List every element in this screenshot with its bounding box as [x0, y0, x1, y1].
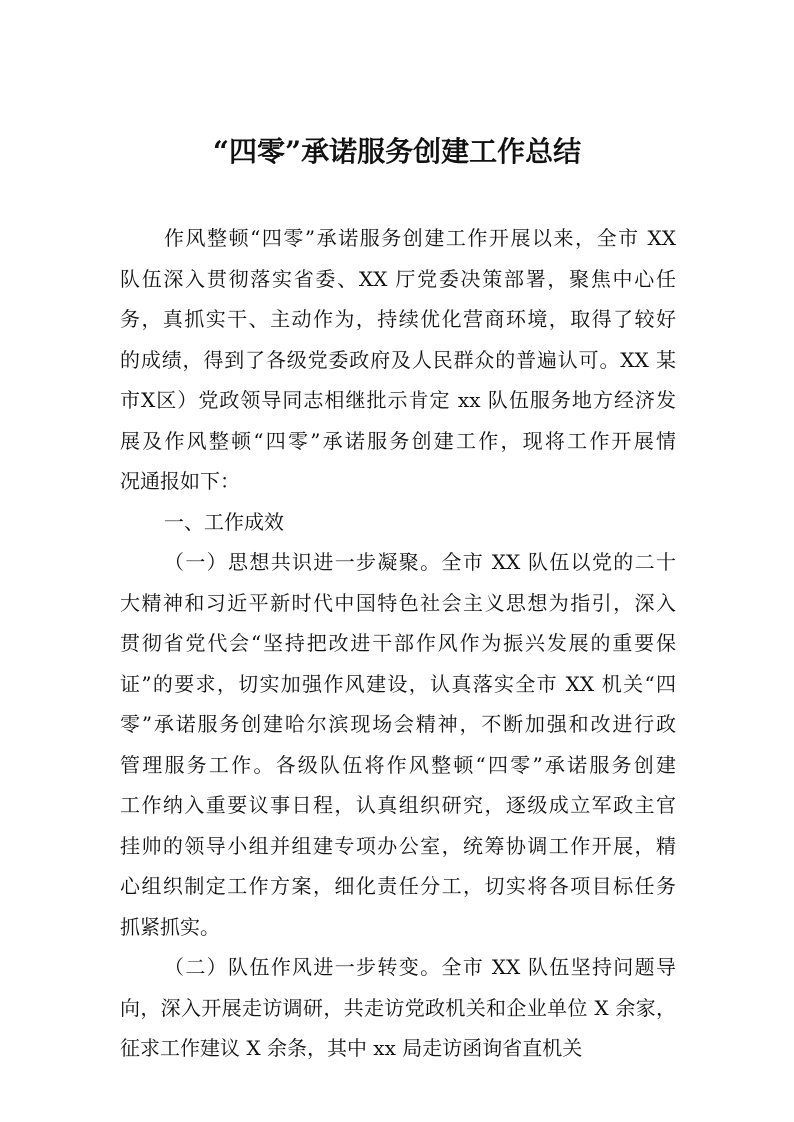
body-line: 工作纳入重要议事日程，认真组织研究，逐级成立军政主官	[120, 793, 676, 817]
body-line: 证”的要求，切实加强作风建设，认真落实全市 XX 机关“四	[120, 671, 676, 696]
body-line: 抓紧抓实。	[120, 914, 220, 939]
body-line: 市X区）党政领导同志相继批示肯定 xx 队伍服务地方经济发	[120, 388, 676, 412]
body-line: 管理服务工作。各级队伍将作风整顿“四零”承诺服务创建	[120, 752, 676, 777]
body-line: 作风整顿“四零”承诺服务创建工作开展以来，全市 XX	[164, 226, 676, 250]
body-line: 况通报如下：	[120, 469, 240, 493]
body-line: 挂帅的领导小组并组建专项办公室，统筹协调工作开展，精	[120, 833, 676, 858]
body-line: 零”承诺服务创建哈尔滨现场会精神，不断加强和改进行政	[120, 712, 676, 736]
body-line: 大精神和习近平新时代中国特色社会主义思想为指引，深入	[120, 590, 676, 615]
body-line: 贯彻省党代会“坚持把改进干部作风作为振兴发展的重要保	[120, 631, 676, 655]
section-heading: 一、工作成效	[164, 509, 284, 534]
body-line: 队伍深入贯彻落实省委、XX 厅党委决策部署，聚焦中心任	[120, 266, 676, 291]
body-line: （二）队伍作风进一步转变。全市 XX 队伍坚持问题导	[164, 955, 676, 979]
body-line: 向，深入开展走访调研，共走访党政机关和企业单位 X 余家，	[120, 995, 676, 1020]
body-line: 务，真抓实干、主动作为，持续优化营商环境，取得了较好	[120, 307, 676, 331]
body-line: 的成绩，得到了各级党委政府及人民群众的普遍认可。XX 某	[120, 347, 676, 372]
document-body	[120, 218, 676, 1069]
body-line: 展及作风整顿“四零”承诺服务创建工作，现将工作开展情	[120, 428, 676, 453]
document-title: “四零”承诺服务创建工作总结	[212, 135, 582, 168]
body-line: （一）思想共识进一步凝聚。全市 XX 队伍以党的二十	[164, 550, 676, 574]
body-line: 征求工作建议 X 余条，其中 xx 局走访函询省直机关	[120, 1036, 583, 1060]
body-line: 心组织制定工作方案，细化责任分工，切实将各项目标任务	[120, 874, 676, 898]
